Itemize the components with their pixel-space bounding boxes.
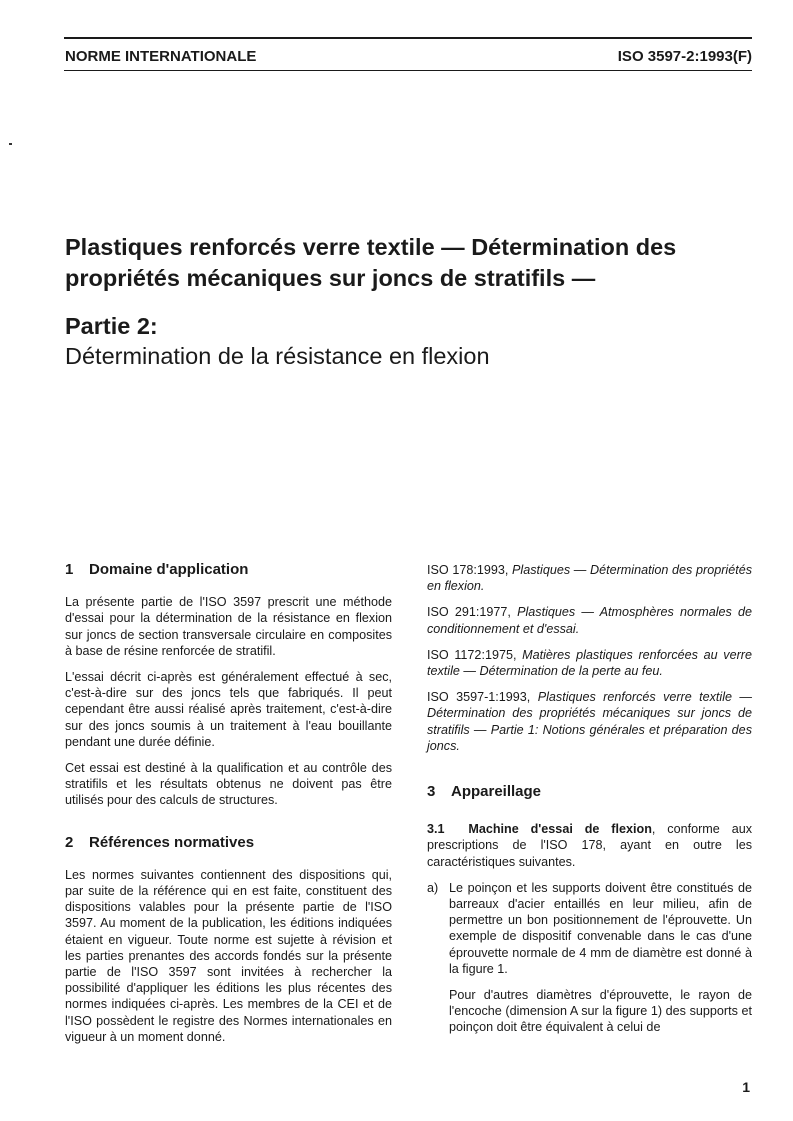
reference-item	[427, 647, 752, 679]
reference-item	[427, 604, 752, 636]
reference-title: Plastiques — Détermination des propriétés en flexion.	[427, 563, 753, 594]
list-item-a	[427, 880, 752, 977]
reference-title: Plastiques renforcés verre textile — Détermination des propriétés mécaniques sur joncs de stratifils — Partie 1: Notions générales et préparation des joncs.	[427, 690, 753, 753]
scan-speck	[9, 143, 12, 145]
document-title	[65, 232, 755, 294]
reference-code: ISO 178:1993,	[427, 563, 509, 577]
list-item-a-continuation: Pour d'autres diamètres d'éprouvette, le rayon de l'encoche (dimension A sur la figure 1) des supports et poinçon doit être équivalent à celui de	[449, 988, 752, 1035]
section-2-number: 2	[65, 833, 74, 851]
list-item-a-marker: a)	[427, 880, 439, 895]
reference-code: ISO 1172:1975,	[427, 647, 517, 662]
subsection-3-1-number: 3.1	[427, 822, 445, 837]
subsection-3-1-title: Machine d'essai de flexion	[468, 822, 652, 837]
page-number: 1	[742, 1079, 750, 1095]
section-1-paragraph-1: La présente partie de l'ISO 3597 prescrit une méthode d'essai pour la détermination de la résistance en flexion sur joncs de section transversale circulaire en composites à base de résine renforcée de stratifil.	[65, 595, 392, 658]
title-line-2: propriétés mécaniques sur joncs de stratifils —	[65, 265, 596, 291]
subsection-3-1-text: , conforme aux prescriptions de l'ISO 178, ayant en outre les caractéristiques suivantes.	[427, 822, 753, 869]
reference-item	[427, 562, 752, 594]
title-line-1: Plastiques renforcés verre textile — Détermination des	[65, 234, 677, 260]
section-3-heading	[427, 784, 752, 800]
section-3-title: Appareillage	[451, 783, 542, 801]
header-top-rule	[64, 37, 752, 39]
section-3-number: 3	[427, 783, 436, 801]
reference-code: ISO 291:1977,	[427, 605, 511, 620]
section-1-number: 1	[65, 561, 74, 578]
section-1-heading	[65, 562, 392, 578]
part-subtitle: Détermination de la résistance en flexion	[65, 343, 490, 369]
header-standard-number: ISO 3597-2:1993(F)	[617, 48, 752, 65]
section-1-paragraph-2: L'essai décrit ci-après est généralement effectué à sec, c'est-à-dire sur des joncs tels que fabriqués. Il peut cependant être aussi réalisé après traitement, c'est-à-dire sur des joncs soumis à un traitement à l'eau bouillante pendant une durée définie.	[65, 670, 392, 749]
section-2-heading	[65, 835, 392, 851]
part-label: Partie 2:	[65, 313, 158, 339]
reference-code: ISO 3597-1:1993,	[427, 690, 531, 705]
section-2-paragraph-1: Les normes suivantes contiennent des dispositions qui, par suite de la référence qui en est faite, constituent des dispositions valables pour la présente partie de l'ISO 3597. Au moment de la publication, les éditions indiquées étaient en vigueur. Toute norme est sujette à révision et les parties prenantes des accords fondés sur la présente partie de l'ISO 3597 sont invitées à rechercher la possibilité d'appliquer les éditions les plus récentes des normes indiquées ci-après. Les membres de la CEI et de l'ISO possèdent le registre des Normes internationales en vigueur à un moment donné.	[65, 867, 392, 1044]
header-bottom-rule	[64, 70, 752, 71]
section-1-paragraph-3: Cet essai est destiné à la qualification et au contrôle des stratifils et les résultats obtenus ne doivent pas être utilisés pour des calculs de structures.	[65, 761, 392, 808]
reference-title: Plastiques — Atmosphères normales de conditionnement et d'essai.	[427, 605, 752, 636]
section-1-title: Domaine d'application	[89, 561, 249, 578]
reference-title: Matières plastiques renforcées au verre textile — Détermination de la perte au feu.	[427, 647, 753, 679]
header-standard-type: NORME INTERNATIONALE	[65, 48, 257, 65]
subsection-3-1	[427, 821, 752, 870]
section-2-title: Références normatives	[89, 833, 255, 851]
reference-item	[427, 689, 752, 754]
right-column	[427, 562, 752, 1036]
left-column	[65, 562, 392, 1045]
list-item-a-text: Le poinçon et les supports doivent être constitués de barreaux d'acier entaillés en leur milieu, afin de permettre un bon positionnement de l'éprouvette. Un exemple de dispositif convenable dans le cas d'une éprouvette normale de 4 mm de diamètre est donné à la figure 1.	[449, 880, 752, 976]
